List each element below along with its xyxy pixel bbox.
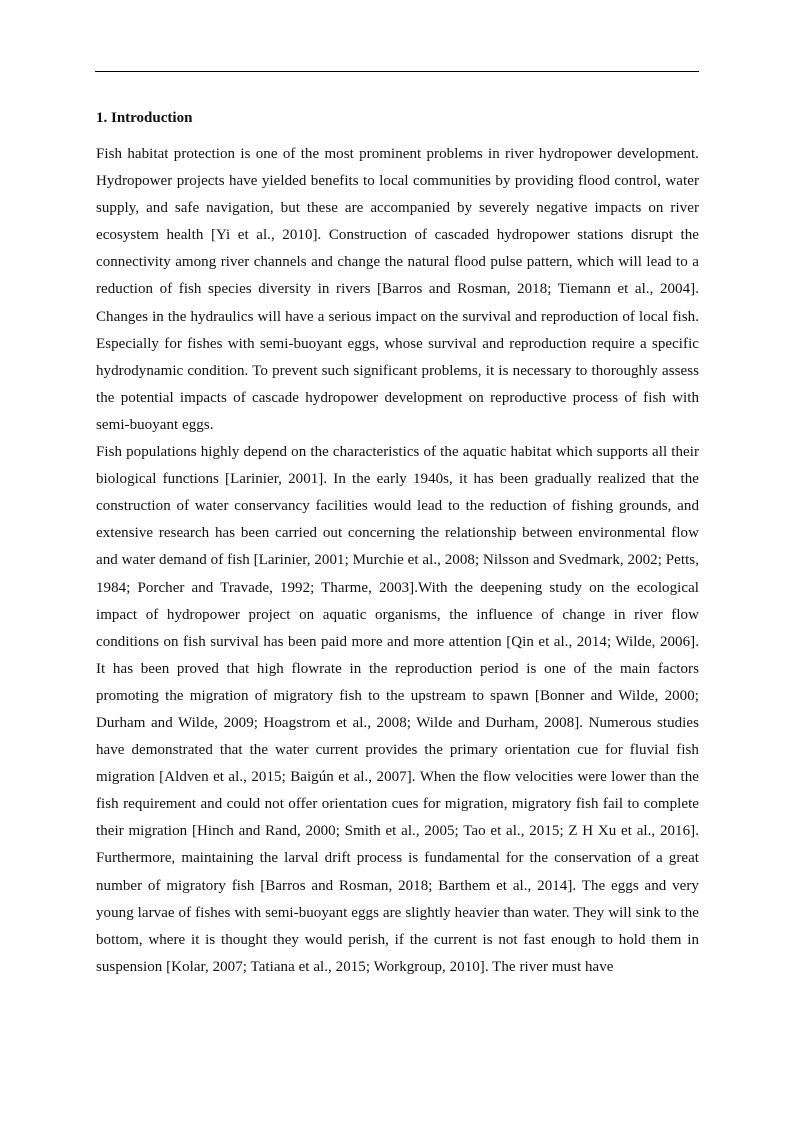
page-body — [96, 106, 699, 981]
section-heading: 1. Introduction — [96, 110, 193, 126]
header-rule — [95, 71, 699, 72]
paragraph: Fish populations highly depend on the characteristics of the aquatic habitat which supports all their biological functions [Larinier, 2001]. In the early 1940s, it has been gradually realized that the construction of water conservancy facilities would lead to the reduction of fishing grounds, and extensive research has been carried out concerning the relationship between environmental flow and water demand of fish [Larinier, 2001; Murchie et al., 2008; Nilsson and Svedmark, 2002; Petts, 1984; Porcher and Travade, 1992; Tharme, 2003].With the deepening study on the ecological impact of hydropower project on aquatic organisms, the influence of change in river flow conditions on fish survival has been paid more and more attention [Qin et al., 2014; Wilde, 2006]. It has been proved that high flowrate in the reproduction period is one of the main factors promoting the migration of migratory fish to the upstream to spawn [Bonner and Wilde, 2000; Durham and Wilde, 2009; Hoagstrom et al., 2008; Wilde and Durham, 2008]. Numerous studies have demonstrated that the water current provides the primary orientation cue for fluvial fish migration [Aldven et al., 2015; Baigún et al., 2007]. When the flow velocities were lower than the fish requirement and could not offer orientation cues for migration, migratory fish fail to complete their migration [Hinch and Rand, 2000; Smith et al., 2005; Tao et al., 2015; Z H Xu et al., 2016]. Furthermore, maintaining the larval drift process is fundamental for the conservation of a great number of migratory fish [Barros and Rosman, 2018; Barthem et al., 2014]. The eggs and very young larvae of fishes with semi-buoyant eggs are slightly heavier than water. They will sink to the bottom, where it is thought they would perish, if the current is not fast enough to hold them in suspension [Kolar, 2007; Tatiana et al., 2015; Workgroup, 2010]. The river must have — [96, 444, 699, 975]
paragraph: Fish habitat protection is one of the most prominent problems in river hydropower development. Hydropower projects have yielded benefits to local communities by providing flood control, water supply, and safe navigation, but these are accompanied by severely negative impacts on river ecosystem health [Yi et al., 2010]. Construction of cascaded hydropower stations disrupt the connectivity among river channels and change the natural flood pulse pattern, which will lead to a reduction of fish species diversity in rivers [Barros and Rosman, 2018; Tiemann et al., 2004]. Changes in the hydraulics will have a serious impact on the survival and reproduction of local fish. Especially for fishes with semi-buoyant eggs, whose survival and reproduction require a specific hydrodynamic condition. To prevent such significant problems, it is necessary to thoroughly assess the potential impacts of cascade hydropower development on reproductive process of fish with semi-buoyant eggs. — [96, 146, 699, 433]
